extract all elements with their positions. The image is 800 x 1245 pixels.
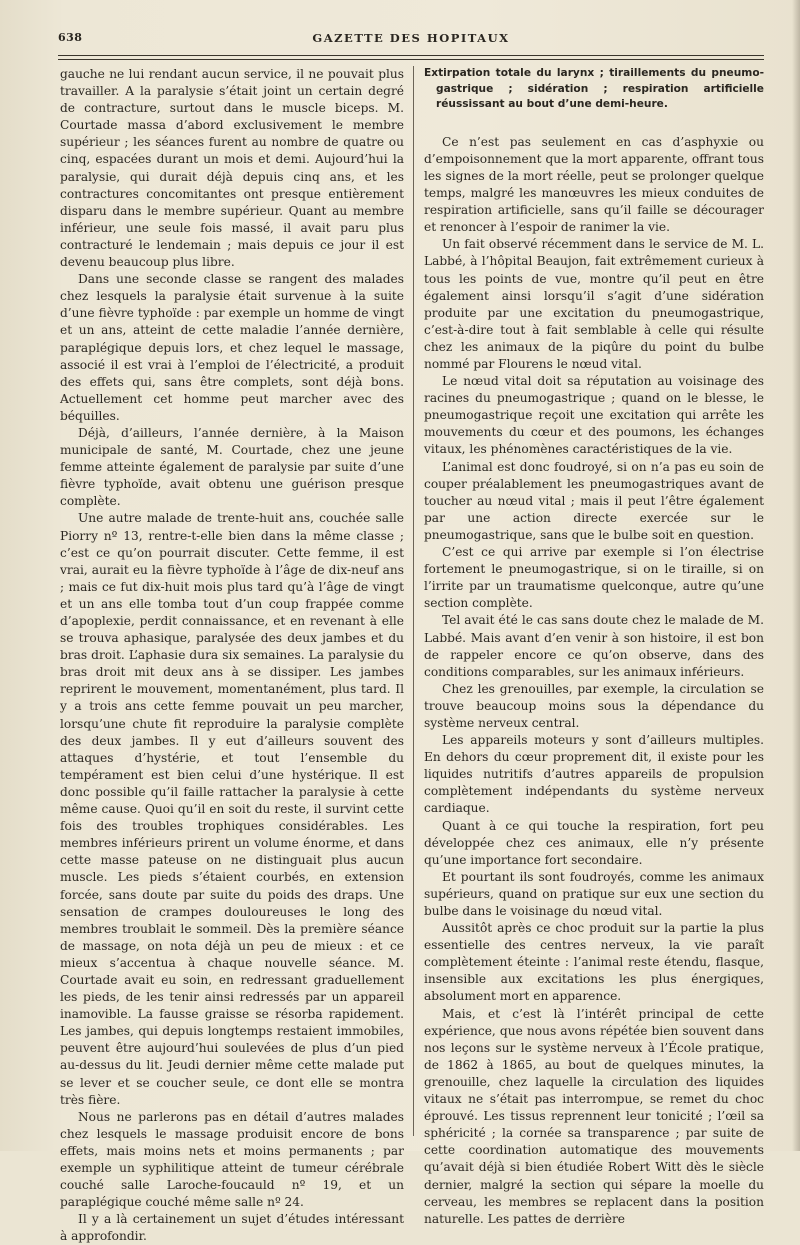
paragraph: C’est ce qui arrive par exemple si l’on électrise fortement le pneumogastrique, si on le tiraille, si on l’irrite par un traumatisme quelconque, autre qu’une section complète.	[424, 545, 764, 611]
paragraph: gauche ne lui rendant aucun service, il ne pouvait plus travailler. A la paralysie s’était joint un certain degré de contracture, surtout dans le muscle biceps. M. Courtade massa d’abord exclusivement le membre supérieur ; les séances furent au nombre de quatre ou cinq, espacées durant un mois et demi. Aujourd’hui la paralysie, qui durait déjà depuis cinq ans, et les contractures concomitantes ont presque entièrement disparu dans le membre supérieur. Quant au membre inférieur, une seule fois massé, il avait paru plus contracturé le lendemain ; mais depuis ce jour il est devenu beaucoup plus libre.	[60, 67, 404, 270]
paragraph: L’animal est donc foudroyé, si on n’a pas eu soin de couper préalablement les pneumogastriques avant de toucher au nœud vital ; mais il peut l’être également par une action directe exercée sur le pneumogastrique, sans que le bulbe soit en question.	[424, 459, 764, 542]
paragraph: Mais, et c’est là l’intérêt principal de cette expérience, que nous avons répétée bien souvent dans nos leçons sur le système nerveux à l’École pratique, de 1862 à 1865, au bout de quelques minutes, la grenouille, chez laquelle la circulation des liquides vitaux ne s’était pas interrompue, se remet du choc éprouvé. Les tissus reprennent leur tonicité ; l’œil sa sphéricité ; la cornée sa transparence ; par suite de cette coordination automatique des mouvements qu’avait déjà si bien étudiée Robert Witt dès le siècle dernier, malgré la section qui sépare la moelle du cerveau, les membres se replacent dans la position naturelle. Les pattes de derrière	[424, 1006, 764, 1226]
column-divider	[413, 66, 414, 1136]
page-edge-shadow	[792, 0, 800, 1151]
paragraph: Les appareils moteurs y sont d’ailleurs multiples. En dehors du cœur proprement dit, il existe pour les liquides nutritifs d’autres appareils de propulsion complètement indépendants du système nerveux cardiaque.	[424, 733, 764, 816]
paragraph: Nous ne parlerons pas en détail d’autres malades chez lesquels le massage produisit encore de bons effets, mais moins nets et moins permanents ; par exemple un syphilitique atteint de tumeur cérébrale couché salle Laroche-foucauld nº 19, et un paraplégique couché même salle nº 24.	[60, 1109, 404, 1210]
paragraph: Il y a là certainement un sujet d’études intéressant à approfondir.	[60, 1212, 404, 1244]
paragraph: Le nœud vital doit sa réputation au voisinage des racines du pneumogastrique ; quand on le blesse, le pneumogastrique reçoit une excitation qui arrête les mouvements du cœur et des poumons, les échanges vitaux, les phénomènes caractéristiques de la vie.	[424, 374, 764, 457]
paragraph: Ce n’est pas seulement en cas d’asphyxie ou d’empoisonnement que la mort apparente, offrant tous les signes de la mort réelle, peut se prolonger quelque temps, malgré les manœuvres les mieux conduites de respiration artificielle, sans qu’il faille se décourager et renoncer à l’espoir de ranimer la vie.	[424, 134, 764, 235]
page-header	[58, 30, 764, 52]
paragraph: Un fait observé récemment dans le service de M. L. Labbé, à l’hôpital Beaujon, fait extrêmement curieux à tous les points de vue, montre qu’il peut en être également ainsi lorsqu’il s’agit d’une sidération produite par une excitation du pneumogastrique, c’est-à-dire tout à fait semblable à celle qui résulte chez les animaux de la piqûre du point du bulbe nommé par Flourens le nœud vital.	[424, 237, 764, 371]
paragraph: Quant à ce qui touche la respiration, fort peu développée chez ces animaux, elle n’y présente qu’une importance fort secondaire.	[424, 818, 764, 867]
header-rule-thin	[58, 59, 764, 60]
article-title: Extirpation totale du larynx ; tiraillements du pneumo-gastrique ; sidération ; respiration artificielle réussissant au bout d’une demi-heure.	[424, 67, 764, 111]
paragraph: Une autre malade de trente-huit ans, couchée salle Piorry nº 13, rentre-t-elle bien dans la même classe ; c’est ce qu’on pourrait discuter. Cette femme, il est vrai, aurait eu la fièvre typhoïde à l’âge de dix-neuf ans ; mais ce fut dix-huit mois plus tard qu’à l’âge de vingt et un ans elle tomba tout d’un coup frappée comme d’apoplexie, perdit connaissance, et en revenant à elle se trouva aphasique, paralysée des deux jambes et du bras droit. L’aphasie dura six semaines. La paralysie du bras droit mit deux ans à se dissiper. Les jambes reprirent le mouvement, momentanément, plus tard. Il y a trois ans cette femme pouvait un peu marcher, lorsqu’une chute fit reproduire la paralysie complète des deux jambes. Il y eut d’ailleurs souvent des attaques d’hystérie, et tout l’ensemble du tempérament est bien celui d’une hystérique. Il est donc possible qu’il faille rattacher la paralysie à cette même cause. Quoi qu’il en soit du reste, il survint cette fois des troubles trophiques considérables. Les membres inférieurs prirent un volume énorme, et dans cette masse pateuse on ne distinguait plus aucun muscle. Les pieds s’étaient courbés, en extension forcée, sans doute par suite du poids des draps. Une sensation de crampes douloureuses le long des membres troublait le sommeil. Dès la première séance de massage, on nota déjà un peu de mieux : et ce mieux s’accentua à chaque nouvelle séance. M. Courtade avait eu soin, en redressant graduellement les pieds, de les tenir ainsi redressés par un appareil inamovible. La fausse graisse se résorba rapidement. Les jambes, qui depuis longtemps restaient immobiles, peuvent être aujourd’hui soulevées de plus d’un pied au-dessus du lit. Jeudi dernier même cette malade put se lever et se coucher seule, ce dont elle se montra très fière.	[60, 511, 404, 1107]
paragraph: Dans une seconde classe se rangent des malades chez lesquels la paralysie était survenue à la suite d’une fièvre typhoïde : par exemple un homme de vingt et un ans, atteint de cette maladie l’année dernière, paraplégique depuis lors, et chez lequel le massage, associé il est vrai à l’emploi de l’électricité, a produit des effets qui, sans être complets, sont déjà bons. Actuellement cet homme peut marcher avec des béquilles.	[60, 272, 404, 423]
paragraph: Et pourtant ils sont foudroyés, comme les animaux supérieurs, quand on pratique sur eux une section du bulbe dans le voisinage du nœud vital.	[424, 869, 764, 918]
paragraph: Aussitôt après ce choc produit sur la partie la plus essentielle des centres nerveux, la vie paraît complètement éteinte : l’animal reste étendu, flasque, insensible aux excitations les plus énergiques, absolument mort en apparence.	[424, 921, 764, 1004]
running-title: GAZETTE DES HOPITAUX	[312, 31, 510, 45]
page-number: 638	[58, 31, 83, 44]
left-column	[60, 66, 404, 1245]
paragraph: Déjà, d’ailleurs, l’année dernière, à la Maison municipale de santé, M. Courtade, chez une jeune femme atteinte également de paralysie par suite d’une fièvre typhoïde, avait obtenu une guérison presque complète.	[60, 425, 404, 509]
paragraph: Chez les grenouilles, par exemple, la circulation se trouve beaucoup moins sous la dépendance du système nerveux central.	[424, 681, 764, 730]
right-column	[424, 66, 764, 1228]
header-rule	[58, 55, 764, 56]
paragraph: Tel avait été le cas sans doute chez le malade de M. Labbé. Mais avant d’en venir à son histoire, il est bon de rappeler encore ce qu’on observe, dans des conditions comparables, sur les animaux inférieurs.	[424, 613, 764, 679]
